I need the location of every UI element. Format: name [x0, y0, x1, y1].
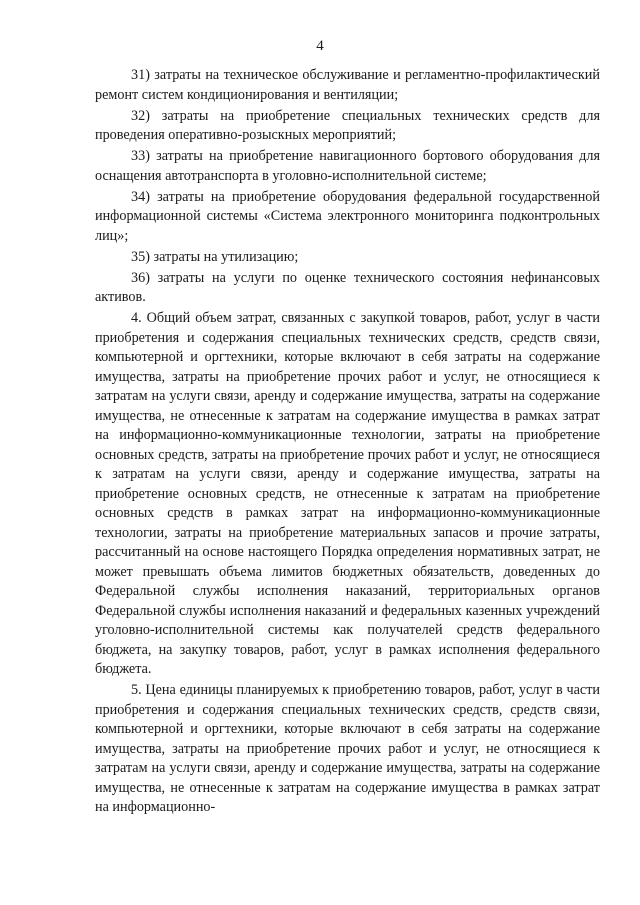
document-body: [95, 66, 600, 819]
section-4-paragraph: 4. Общий объем затрат, связанных с закупкой товаров, работ, услуг в части приобретения и содержания специальных технических средств, средств связи, компьютерной и оргтехники, которые включают в себя затраты на содержание имущества, затраты на приобретение прочих работ и услуг, не относящиеся к затратам на услуги связи, аренду и содержание имущества, затраты на содержание имущества, не отнесенные к затратам на содержание имущества в рамках затрат на информационно-коммуникационные технологии, затраты на приобретение основных средств, затраты на приобретение прочих работ и услуг, не относящиеся к затратам на услуги связи, аренду и содержание имущества, затраты на приобретение основных средств, не отнесенные к затратам на приобретение основных средств в рамках затрат на информационно-коммуникационные технологии, затраты на приобретение материальных запасов и прочие затраты, рассчитанный на основе настоящего Порядка определения нормативных затрат, не может превышать объема лимитов бюджетных обязательств, доведенных до Федеральной службы исполнения наказаний, территориальных органов Федеральной службы исполнения наказаний и федеральных казенных учреждений уголовно-исполнительной системы как получателей средств федерального бюджета, на закупку товаров, работ, услуг в рамках исполнения федерального бюджета.: [95, 310, 600, 677]
page-number: 4: [316, 38, 324, 54]
list-item-35: 35) затраты на утилизацию;: [131, 248, 299, 265]
section-5-paragraph: 5. Цена единицы планируемых к приобретению товаров, работ, услуг в части приобретения и содержания специальных технических средств, средств связи, компьютерной и оргтехники, которые включают в себя затраты на содержание имущества, затраты на приобретение прочих работ и услуг, не относящиеся к затратам на услуги связи, аренду и содержание имущества, затраты на содержание имущества, не отнесенные к затратам на содержание имущества в рамках затрат на информационно-: [95, 682, 600, 815]
list-item-32: 32) затраты на приобретение специальных технических средств для проведения оперативно-розыскных мероприятий;: [95, 107, 600, 143]
list-item-36: 36) затраты на услуги по оценке технического состояния нефинансовых активов.: [95, 269, 600, 305]
list-item-33: 33) затраты на приобретение навигационного бортового оборудования для оснащения автотранспорта в уголовно-исполнительной системе;: [95, 148, 600, 184]
list-item-34: 34) затраты на приобретение оборудования федеральной государственной информационной системы «Система электронного мониторинга подконтрольных лиц»;: [95, 188, 600, 244]
list-item-31: 31) затраты на техническое обслуживание и регламентно-профилактический ремонт систем кондиционирования и вентиляции;: [95, 67, 600, 103]
